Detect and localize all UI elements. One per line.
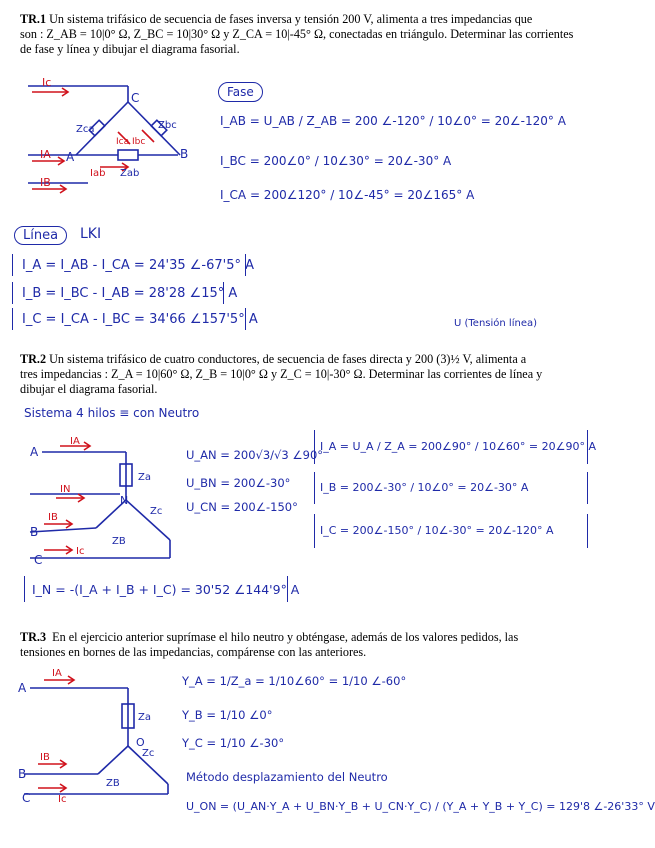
svg-text:IA: IA <box>40 148 51 161</box>
tr1-ica-eq: I_CA = 200∠120° / 10∠-45° = 20∠165° A <box>220 188 475 202</box>
tr2-ucn: U_CN = 200∠-150° <box>186 500 298 514</box>
tr3-yb: Y_B = 1/10 ∠0° <box>182 708 273 722</box>
svg-text:Za: Za <box>138 472 151 483</box>
svg-text:C: C <box>22 791 31 805</box>
svg-text:IA: IA <box>70 436 80 447</box>
tr2-in: I_N = -(I_A + I_B + I_C) = 30'52 ∠144'9° A <box>32 582 300 597</box>
svg-text:ZB: ZB <box>112 536 126 547</box>
svg-text:Ic: Ic <box>58 794 67 805</box>
tr1-ic-eq: I_C = I_CA - I_BC = 34'66 ∠157'5° A <box>22 312 258 327</box>
svg-text:Ica Ibc: Ica Ibc <box>116 137 146 147</box>
tr1-u-note: U (Tensión línea) <box>454 318 537 329</box>
node-c: C <box>131 91 140 105</box>
svg-text:A: A <box>18 681 27 695</box>
tr3-line1: En el ejercicio anterior suprímase el hilo neutro y obténgase, además de los valores pedidos, las <box>52 630 519 644</box>
svg-text:Zca: Zca <box>76 124 95 135</box>
svg-text:B: B <box>30 525 39 539</box>
tr1-ib-eq: I_B = I_BC - I_AB = 28'28 ∠15° A <box>22 286 238 301</box>
tr2-star-circuit <box>30 436 190 570</box>
tr1-lki: LKI <box>80 226 102 242</box>
tr3-metodo: Método desplazamiento del Neutro <box>186 770 388 784</box>
svg-text:C: C <box>34 553 43 567</box>
tr1-ia-eq: I_A = I_AB - I_CA = 24'35 ∠-67'5° A <box>22 258 254 273</box>
tr3-uon: U_ON = (U_AN·Y_A + U_BN·Y_B + U_CN·Y_C) / (Y_A + Y_B + Y_C) = 129'8 ∠-26'33° V <box>186 800 655 813</box>
svg-text:N: N <box>120 494 129 507</box>
tr1-line2: son : Z_AB = 10|0° Ω, Z_BC = 10|30° Ω y Z_CA = 10|-45° Ω, conectadas en triángulo. Determinar las corrientes <box>20 27 574 41</box>
tr3-statement <box>20 630 582 660</box>
tr3-star-circuit <box>18 668 178 806</box>
tr1-label: TR.1 <box>20 12 47 26</box>
svg-text:IB: IB <box>48 512 58 523</box>
tr3-line2: tensiones en bornes de las impedancias, compárense con las anteriores. <box>20 645 367 659</box>
tr1-iab-eq: I_AB = U_AB / Z_AB = 200 ∠-120° / 10∠0° = 20∠-120° A <box>220 114 566 128</box>
svg-text:Iab: Iab <box>90 168 106 179</box>
node-a: A <box>66 150 75 164</box>
tr2-statement <box>20 352 582 397</box>
tr1-fase-label: Fase <box>218 82 263 102</box>
tr2-ib: I_B = 200∠-30° / 10∠0° = 20∠-30° A <box>320 481 529 494</box>
tr2-ia: I_A = U_A / Z_A = 200∠90° / 10∠60° = 20∠90° A <box>320 440 597 453</box>
tr2-uan: U_AN = 200√3/√3 ∠90° <box>186 448 324 462</box>
svg-text:IN: IN <box>60 484 71 495</box>
tr3-yc: Y_C = 1/10 ∠-30° <box>182 736 285 750</box>
svg-text:Za: Za <box>138 712 151 723</box>
tr1-line1: Un sistema trifásico de secuencia de fases inversa y tensión 200 V, alimenta a tres impedancias que <box>49 12 533 26</box>
tr1-statement <box>20 12 582 57</box>
svg-text:O: O <box>136 736 145 749</box>
svg-text:Zc: Zc <box>142 748 155 759</box>
tr2-ic: I_C = 200∠-150° / 10∠-30° = 20∠-120° A <box>320 524 554 537</box>
svg-text:B: B <box>18 767 27 781</box>
svg-text:Ic: Ic <box>42 76 52 89</box>
tr2-line2: tres impedancias : Z_A = 10|60° Ω, Z_B = 10|0° Ω y Z_C = 10|-30° Ω. Determinar las corrientes de línea y <box>20 367 543 381</box>
svg-text:Zc: Zc <box>150 506 163 517</box>
tr2-sistema-note: Sistema 4 hilos ≡ con Neutro <box>24 406 200 420</box>
svg-text:IB: IB <box>40 752 50 763</box>
tr1-ibc-eq: I_BC = 200∠0° / 10∠30° = 20∠-30° A <box>220 154 452 168</box>
node-b: B <box>180 147 189 161</box>
tr1-delta-circuit <box>28 72 228 202</box>
tr2-line3: dibujar el diagrama fasorial. <box>20 382 158 396</box>
svg-text:ZB: ZB <box>106 778 120 789</box>
svg-text:Ic: Ic <box>76 546 85 557</box>
svg-text:Zbc: Zbc <box>158 120 177 131</box>
svg-text:IB: IB <box>40 176 51 189</box>
tr2-ubn: U_BN = 200∠-30° <box>186 476 291 490</box>
svg-text:A: A <box>30 445 39 459</box>
tr3-label: TR.3 <box>20 630 47 644</box>
svg-text:Zab: Zab <box>120 168 140 179</box>
tr1-linea-label: Línea <box>14 226 67 245</box>
tr2-label: TR.2 <box>20 352 47 366</box>
tr3-ya: Y_A = 1/Z_a = 1/10∠60° = 1/10 ∠-60° <box>182 674 407 688</box>
tr1-line3: de fase y línea y dibujar el diagrama fasorial. <box>20 42 240 56</box>
svg-text:IA: IA <box>52 668 62 679</box>
tr2-line1: Un sistema trifásico de cuatro conductores, de secuencia de fases directa y 200 (3)½ V, alimenta a <box>49 352 527 366</box>
